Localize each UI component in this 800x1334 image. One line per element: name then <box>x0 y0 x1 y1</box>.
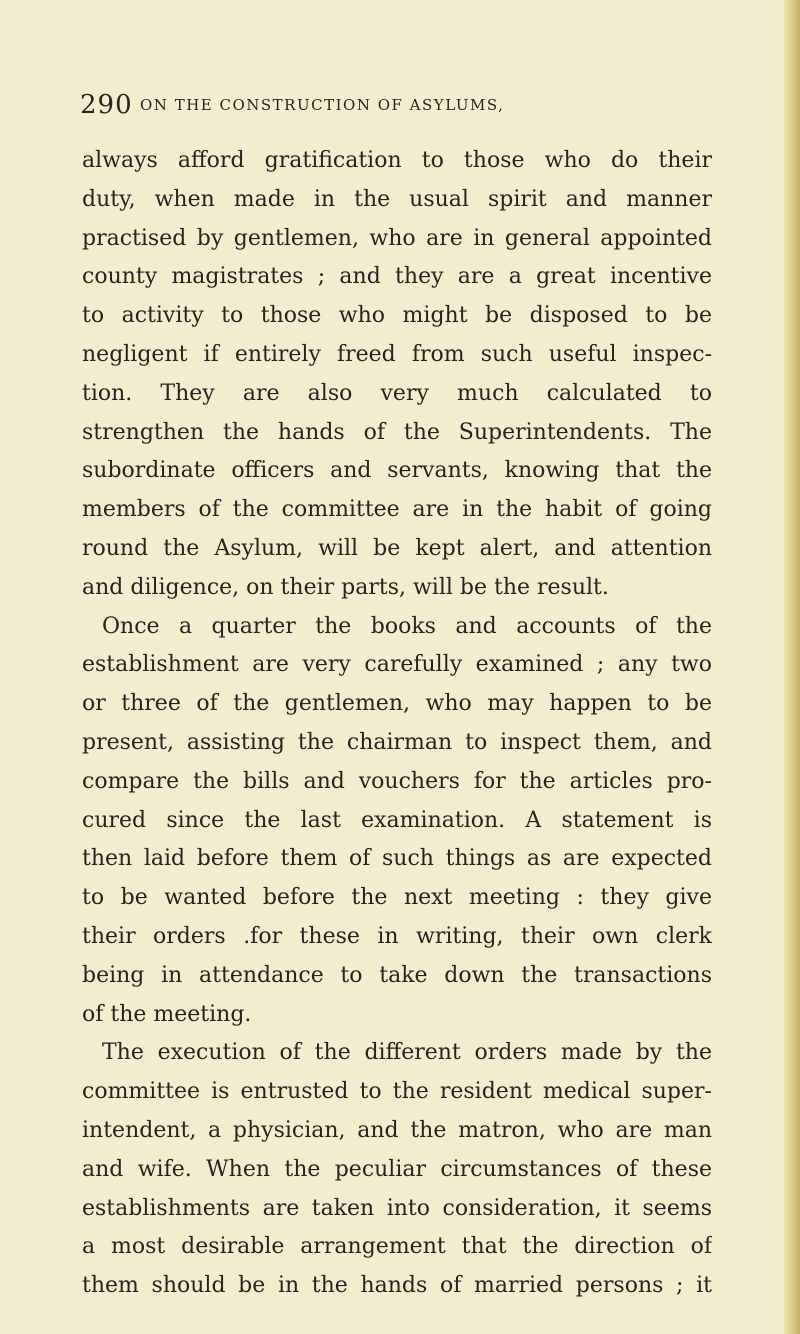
text-line: round the Asylum, will be kept alert, and attention <box>82 535 712 561</box>
text-line: compare the bills and vouchers for the articles pro- <box>82 768 712 794</box>
text-line: intendent, a physician, and the matron, who are man <box>82 1117 712 1143</box>
text-line: to activity to those who might be disposed to be <box>82 303 712 329</box>
body-text <box>82 142 712 1306</box>
text-line: being in attendance to take down the transactions <box>82 962 712 988</box>
text-line: and diligence, on their parts, will be the result. <box>82 574 609 600</box>
text-line: subordinate officers and servants, knowing that the <box>82 458 712 484</box>
text-line: tion. They are also very much calculated to <box>82 380 712 406</box>
text-line: practised by gentlemen, who are in general appointed <box>82 225 712 251</box>
page-number: 290 <box>80 90 133 120</box>
text-line: them should be in the hands of married persons ; it <box>82 1273 712 1299</box>
text-line: always afford gratification to those who do their <box>82 148 712 173</box>
text-line: present, assisting the chairman to inspect them, and <box>82 729 712 755</box>
text-line: duty, when made in the usual spirit and manner <box>82 186 712 212</box>
text-line: Once a quarter the books and accounts of the <box>102 613 712 639</box>
text-line: or three of the gentlemen, who may happen to be <box>82 691 712 717</box>
text-line: cured since the last examination. A statement is <box>82 807 712 833</box>
text-line: strengthen the hands of the Superintendents. The <box>82 419 712 445</box>
text-line: then laid before them of such things as are expected <box>82 846 712 872</box>
text-line: The execution of the different orders made by the <box>102 1040 712 1066</box>
text-line: a most desirable arrangement that the direction of <box>82 1234 712 1260</box>
page-spine-edge <box>784 0 800 1334</box>
text-line: negligent if entirely freed from such useful inspec- <box>82 341 712 367</box>
text-line: and wife. When the peculiar circumstances of these <box>82 1156 712 1182</box>
running-title: ON THE CONSTRUCTION OF ASYLUMS, <box>140 96 505 114</box>
running-header <box>80 85 720 125</box>
text-line: to be wanted before the next meeting : they give <box>82 885 712 911</box>
text-line: of the meeting. <box>82 1001 252 1027</box>
text-line: establishments are taken into consideration, it seems <box>82 1195 712 1221</box>
text-line: county magistrates ; and they are a great incentive <box>82 264 712 290</box>
text-line: committee is entrusted to the resident medical super- <box>82 1079 712 1105</box>
text-line: their orders .for these in writing, their own clerk <box>82 923 712 949</box>
text-line: members of the committee are in the habit of going <box>82 497 712 523</box>
text-line: establishment are very carefully examined ; any two <box>82 652 712 678</box>
